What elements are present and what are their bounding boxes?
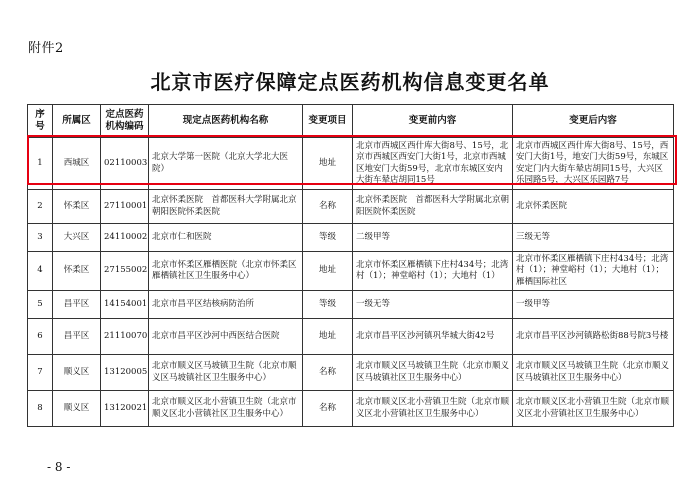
cell-after: 三级无等 bbox=[513, 224, 674, 252]
cell-name: 北京市顺义区北小营镇卫生院（北京市顺义区北小营镇社区卫生服务中心） bbox=[149, 391, 303, 427]
cell-after: 北京市怀柔区雁栖镇下庄村434号；北湾村（1）；神堂峪村（1）；大地村（1）；雁栖国际社区 bbox=[513, 252, 674, 291]
cell-item: 名称 bbox=[303, 355, 353, 391]
cell-code: 02110003 bbox=[101, 138, 149, 190]
cell-after: 北京市昌平区沙河镇路松街88号院3号楼 bbox=[513, 319, 674, 355]
cell-before: 北京市西城区西什库大街8号、15号，北京市西城区西安门大街1号，北京市西城区地安门大街59号，北京市东城区安内大街车辇店胡同15号 bbox=[353, 138, 513, 190]
cell-after: 北京市顺义区北小营镇卫生院（北京市顺义区北小营镇社区卫生服务中心） bbox=[513, 391, 674, 427]
table-row bbox=[28, 355, 674, 391]
cell-item: 地址 bbox=[303, 252, 353, 291]
header-cell-before: 变更前内容 bbox=[353, 105, 513, 138]
cell-before: 北京市顺义区北小营镇卫生院（北京市顺义区北小营镇社区卫生服务中心） bbox=[353, 391, 513, 427]
cell-no: 7 bbox=[28, 355, 53, 391]
cell-no: 5 bbox=[28, 291, 53, 319]
cell-name: 北京市昌平区沙河中西医结合医院 bbox=[149, 319, 303, 355]
cell-after: 一级甲等 bbox=[513, 291, 674, 319]
cell-code: 13120021 bbox=[101, 391, 149, 427]
cell-before: 北京市顺义区马坡镇卫生院（北京市顺义区马坡镇社区卫生服务中心） bbox=[353, 355, 513, 391]
table-row bbox=[28, 224, 674, 252]
cell-before: 一级无等 bbox=[353, 291, 513, 319]
table-row bbox=[28, 190, 674, 224]
cell-district: 昌平区 bbox=[53, 291, 101, 319]
cell-district: 怀柔区 bbox=[53, 252, 101, 291]
cell-item: 等级 bbox=[303, 224, 353, 252]
table-row bbox=[28, 291, 674, 319]
cell-item: 名称 bbox=[303, 391, 353, 427]
cell-after: 北京怀柔医院 bbox=[513, 190, 674, 224]
cell-item: 名称 bbox=[303, 190, 353, 224]
cell-district: 顺义区 bbox=[53, 391, 101, 427]
header-cell-no: 序号 bbox=[28, 105, 53, 138]
cell-district: 昌平区 bbox=[53, 319, 101, 355]
cell-code: 27110001 bbox=[101, 190, 149, 224]
cell-item: 地址 bbox=[303, 138, 353, 190]
table-row bbox=[28, 391, 674, 427]
cell-no: 4 bbox=[28, 252, 53, 291]
attachment-label: 附件2 bbox=[28, 41, 64, 56]
cell-no: 3 bbox=[28, 224, 53, 252]
cell-no: 1 bbox=[28, 138, 53, 190]
cell-district: 西城区 bbox=[53, 138, 101, 190]
table-row bbox=[28, 319, 674, 355]
cell-name: 北京怀柔医院 首都医科大学附属北京朝阳医院怀柔医院 bbox=[149, 190, 303, 224]
cell-code: 24110002 bbox=[101, 224, 149, 252]
cell-no: 2 bbox=[28, 190, 53, 224]
header-cell-after: 变更后内容 bbox=[513, 105, 674, 138]
page-number: - 8 - bbox=[47, 460, 71, 474]
header-cell-name: 现定点医药机构名称 bbox=[149, 105, 303, 138]
cell-after: 北京市顺义区马坡镇卫生院（北京市顺义区马坡镇社区卫生服务中心） bbox=[513, 355, 674, 391]
header-cell-district: 所属区 bbox=[53, 105, 101, 138]
cell-name: 北京市仁和医院 bbox=[149, 224, 303, 252]
cell-no: 8 bbox=[28, 391, 53, 427]
table-row bbox=[28, 138, 674, 190]
document-title: 北京市医疗保障定点医药机构信息变更名单 bbox=[150, 70, 550, 94]
cell-name: 北京市昌平区结核病防治所 bbox=[149, 291, 303, 319]
cell-after: 北京市西城区西什库大街8号、15号，西安门大街1号，地安门大街59号，东城区安定门内大街车辇店胡同15号，大兴区乐园路5号，大兴区乐园路7号 bbox=[513, 138, 674, 190]
cell-district: 大兴区 bbox=[53, 224, 101, 252]
table-header-row bbox=[28, 105, 674, 138]
cell-district: 怀柔区 bbox=[53, 190, 101, 224]
cell-code: 27155002 bbox=[101, 252, 149, 291]
cell-code: 14154001 bbox=[101, 291, 149, 319]
cell-before: 二级甲等 bbox=[353, 224, 513, 252]
cell-name: 北京市怀柔区雁栖医院（北京市怀柔区雁栖镇社区卫生服务中心） bbox=[149, 252, 303, 291]
cell-before: 北京市昌平区沙河镇巩华城大街42号 bbox=[353, 319, 513, 355]
cell-district: 顺义区 bbox=[53, 355, 101, 391]
table-row bbox=[28, 252, 674, 291]
header-cell-item: 变更项目 bbox=[303, 105, 353, 138]
cell-no: 6 bbox=[28, 319, 53, 355]
cell-item: 地址 bbox=[303, 319, 353, 355]
cell-code: 21110070 bbox=[101, 319, 149, 355]
cell-code: 13120005 bbox=[101, 355, 149, 391]
header-cell-code: 定点医药机构编码 bbox=[101, 105, 149, 138]
cell-before: 北京怀柔医院 首都医科大学附属北京朝阳医院怀柔医院 bbox=[353, 190, 513, 224]
change-list-table bbox=[27, 104, 674, 427]
cell-name: 北京大学第一医院（北京大学北大医院） bbox=[149, 138, 303, 190]
cell-before: 北京市怀柔区雁栖镇下庄村434号；北湾村（1）；神堂峪村（1）；大地村（1） bbox=[353, 252, 513, 291]
cell-name: 北京市顺义区马坡镇卫生院（北京市顺义区马坡镇社区卫生服务中心） bbox=[149, 355, 303, 391]
cell-item: 等级 bbox=[303, 291, 353, 319]
